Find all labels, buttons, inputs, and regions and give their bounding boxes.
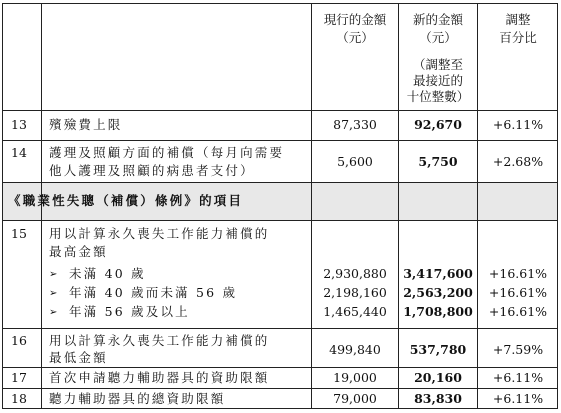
adjust-pct: +7.59% <box>492 342 544 357</box>
new-amount: 537,780 <box>409 342 467 357</box>
arrow-bullet-icon: ➢ <box>49 288 58 299</box>
row-divider <box>3 182 557 183</box>
new-amount: 20,160 <box>414 370 462 385</box>
row-description-cont: 他人護理及照顧的病患者支付） <box>49 163 255 178</box>
current-amount: 499,840 <box>329 342 381 357</box>
header-current-unit: （元） <box>336 30 374 45</box>
row-description: 聽力輔助器具的總資助限額 <box>49 391 226 406</box>
adjust-pct: +6.11% <box>492 117 544 132</box>
row-divider <box>3 367 557 368</box>
current-amount: 1,465,440 <box>323 304 387 319</box>
adjust-pct: +16.61% <box>488 304 548 319</box>
current-amount: 2,198,160 <box>323 285 387 300</box>
adjustment-table <box>2 3 558 409</box>
adjust-pct: +16.61% <box>488 285 548 300</box>
row-divider <box>3 328 557 329</box>
header-new-note-3: 十位整數） <box>406 89 470 104</box>
header-new-note-1: （調整至 <box>412 57 463 72</box>
sub-item-label: 未滿 40 歲 <box>69 266 146 281</box>
row-description: 護理及照顧方面的補償（每月向需要 <box>49 145 285 160</box>
adjust-pct: +6.11% <box>492 370 544 385</box>
header-pct-label-2: 百分比 <box>499 30 537 45</box>
row-number: 17 <box>11 370 27 385</box>
arrow-bullet-icon: ➢ <box>49 269 58 280</box>
adjust-pct: +16.61% <box>488 266 548 281</box>
adjust-pct: +2.68% <box>492 154 544 169</box>
arrow-bullet-icon: ➢ <box>49 307 58 318</box>
row-divider <box>3 220 557 221</box>
new-amount: 83,830 <box>414 391 462 406</box>
header-new-unit: （元） <box>419 30 457 45</box>
row-number: 14 <box>11 145 27 160</box>
header-new-label: 新的金額 <box>412 12 463 27</box>
new-amount: 3,417,600 <box>403 266 473 281</box>
row-number: 18 <box>11 391 27 406</box>
row-divider <box>3 110 557 111</box>
row-description-cont: 最低金額 <box>49 350 108 365</box>
row-number: 16 <box>11 333 27 348</box>
new-amount: 5,750 <box>418 154 458 169</box>
new-amount: 92,670 <box>414 117 462 132</box>
current-amount: 87,330 <box>333 117 377 132</box>
new-amount: 2,563,200 <box>403 285 473 300</box>
header-pct-label: 調整 <box>505 12 531 27</box>
row-divider <box>3 388 557 389</box>
header-new-note-2: 最接近的 <box>412 73 463 88</box>
sub-item-label: 年滿 40 歲而未滿 56 歲 <box>69 285 238 300</box>
adjust-pct: +6.11% <box>492 391 544 406</box>
current-amount: 5,600 <box>337 154 373 169</box>
row-divider <box>3 140 557 141</box>
row-description-cont: 最高金額 <box>49 244 108 259</box>
row-description: 殯殮費上限 <box>49 117 123 132</box>
new-amount: 1,708,800 <box>403 304 473 319</box>
row-number: 13 <box>11 117 27 132</box>
section-title: 《職業性失聰（補償）條例》的項目 <box>8 193 244 208</box>
header-current-label: 現行的金額 <box>323 12 387 27</box>
current-amount: 2,930,880 <box>323 266 387 281</box>
current-amount: 19,000 <box>333 370 377 385</box>
row-description: 用以計算永久喪失工作能力補償的 <box>49 226 270 241</box>
sub-item-label: 年滿 56 歲及以上 <box>69 304 190 319</box>
current-amount: 79,000 <box>333 391 377 406</box>
row-description: 用以計算永久喪失工作能力補償的 <box>49 333 270 348</box>
row-description: 首次申請聽力輔助器具的資助限額 <box>49 370 270 385</box>
row-number: 15 <box>11 226 27 241</box>
